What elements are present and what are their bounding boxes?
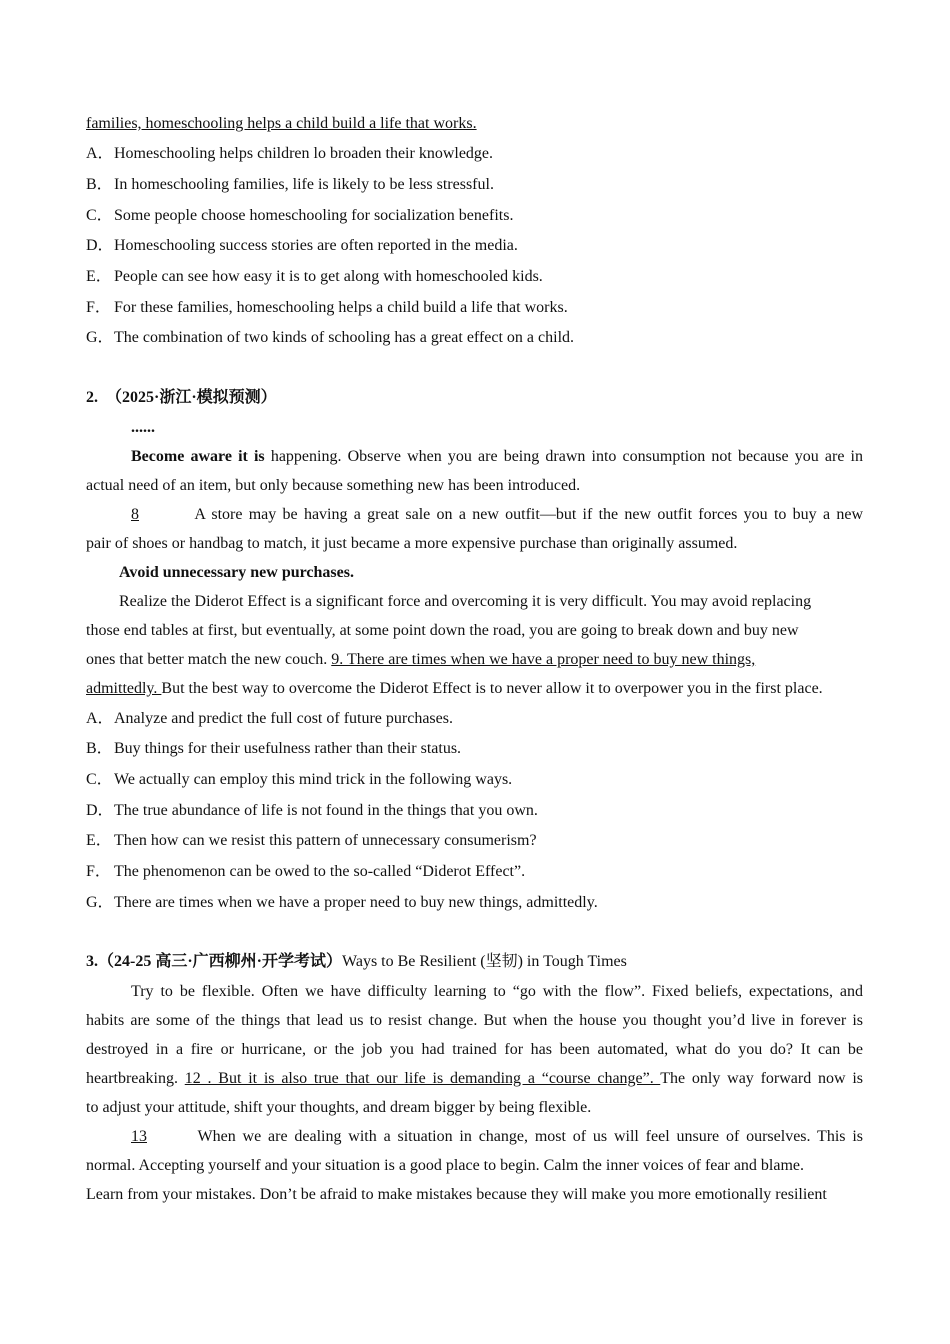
option-text: Homeschooling success stories are often reported in the media. [114,237,518,254]
paragraph-line: habits are some of the things that lead us to resist change. But when the house you thought you’d live in forever is [86,1012,863,1029]
option-f [86,299,568,317]
option-g [86,329,574,347]
paragraph-text: But the best way to overcome the Diderot Effect is to never allow it to overpower you in the first place. [161,680,823,697]
paragraph-text: ones that better match the new couch. [86,651,332,668]
paragraph-text: The only way forward now is [660,1070,864,1087]
paragraph-line: destroyed in a fire or hurricane, or the job you had trained for has been automated, what do you do? It can be [86,1041,863,1058]
paragraph-line: Realize the Diderot Effect is a significant force and overcoming it is very difficult. You may avoid replacing [119,593,812,610]
option-label: C． [86,771,113,788]
option-label: G． [86,894,114,911]
option-c [86,771,512,789]
option-text: Analyze and predict the full cost of future purchases. [114,710,453,727]
option-text: Some people choose homeschooling for socialization benefits. [114,207,514,224]
paragraph-text: When we are dealing with a situation in change, most of us will feel unsure of ourselves. This is [191,1128,863,1145]
paragraph-line [86,651,755,669]
question-source: （24-25 高三·广西柳州·开学考试） [98,953,343,970]
paragraph-text: heartbreaking. [86,1070,185,1087]
option-label: A． [86,710,114,727]
option-text: The true abundance of life is not found in the things that you own. [114,802,538,819]
option-text: Buy things for their usefulness rather than their status. [114,740,462,757]
option-label: A． [86,145,114,162]
passage-title: Ways to Be Resilient (坚韧) in Tough Times [342,953,627,970]
question-number: 3. [86,953,98,970]
option-e [86,832,537,850]
answer-12: 12 . But it is also true that our life is demanding a “course change”. [184,1070,661,1087]
option-label: E． [86,268,112,285]
paragraph-line [131,506,863,524]
answer-blank-8: 8 [131,506,139,523]
option-d [86,237,518,255]
option-g [86,894,598,912]
option-text: The combination of two kinds of schooling has a great effect on a child. [114,329,575,346]
paragraph-line: normal. Accepting yourself and your situation is a good place to begin. Calm the inner voices of fear and blame. [86,1157,805,1174]
option-label: F． [86,863,111,880]
option-b [86,176,494,194]
option-c [86,207,513,225]
option-f [86,863,525,881]
option-label: E． [86,832,112,849]
paragraph-text: happening. Observe when you are being drawn into consumption not because you are in [264,448,864,465]
option-text: In homeschooling families, life is likely to be less stressful. [114,176,494,193]
option-b [86,740,461,758]
question-number: 2. [86,389,98,406]
paragraph-line [86,680,823,698]
paragraph-line [86,1070,863,1088]
option-label: B． [86,740,113,757]
paragraph-line [131,1128,863,1146]
answer-9: 9. There are times when we have a proper need to buy new things, [331,651,756,668]
paragraph-line: Try to be flexible. Often we have difficulty learning to “go with the flow”. Fixed beliefs, expectations, and [131,983,863,1000]
question-header [86,953,627,971]
option-text: There are times when we have a proper need to buy new things, admittedly. [114,894,598,911]
paragraph-line [131,448,863,466]
answer-carry-line: families, homeschooling helps a child build a life that works. [86,115,477,132]
option-a [86,145,493,163]
answer-blank-13: 13 [131,1128,147,1145]
ellipsis: ...... [131,419,155,436]
option-text: For these families, homeschooling helps a child build a life that works. [114,299,568,316]
option-label: F． [86,299,111,316]
option-text: The phenomenon can be owed to the so-called “Diderot Effect”. [114,863,526,880]
question-source: （2025·浙江·模拟预测） [106,389,277,406]
paragraph-line: pair of shoes or handbag to match, it just became a more expensive purchase than originally assumed. [86,535,738,552]
paragraph-line: those end tables at first, but eventually, at some point down the road, you are going to break down and buy new [86,622,799,639]
option-label: G． [86,329,114,346]
paragraph-line: actual need of an item, but only because something new has been introduced. [86,477,581,494]
section-heading: Avoid unnecessary new purchases. [119,564,354,581]
option-label: B． [86,176,113,193]
question-header [86,389,277,407]
option-text: Homeschooling helps children lo broaden their knowledge. [114,145,494,162]
option-e [86,268,543,286]
paragraph-lead: Become aware it is [131,448,265,465]
option-text: People can see how easy it is to get along with homeschooled kids. [114,268,543,285]
paragraph-line: Learn from your mistakes. Don’t be afraid to make mistakes because they will make you more emotionally resilient [86,1186,827,1203]
option-label: D． [86,802,114,819]
option-d [86,802,538,820]
option-label: C． [86,207,113,224]
option-text: We actually can employ this mind trick in the following ways. [114,771,513,788]
answer-9-cont: admittedly. [86,680,162,697]
option-a [86,710,453,728]
option-text: Then how can we resist this pattern of unnecessary consumerism? [114,832,537,849]
paragraph-text: A store may be having a great sale on a new outfit—but if the new outfit forces you to buy a new [189,506,863,523]
option-label: D． [86,237,114,254]
paragraph-line: to adjust your attitude, shift your thoughts, and dream bigger by being flexible. [86,1099,592,1116]
